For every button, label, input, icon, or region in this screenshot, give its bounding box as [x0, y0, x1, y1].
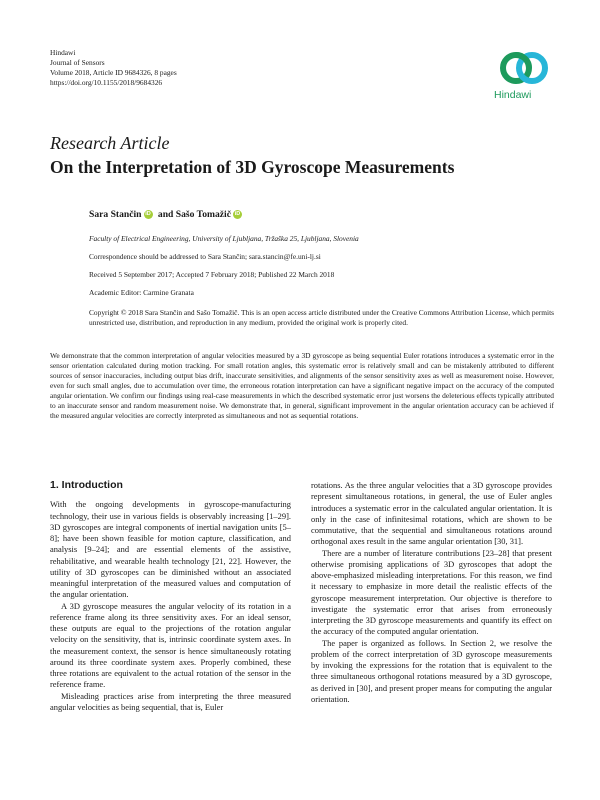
author-name[interactable]: Sašo Tomažič — [175, 209, 231, 220]
orcid-icon[interactable]: iD — [234, 211, 241, 218]
right-column — [311, 480, 552, 705]
doi-link[interactable]: https://doi.org/10.1155/2018/9684326 — [50, 78, 163, 87]
paragraph: rotations. As the three angular velocities that a 3D gyroscope provides represent simultaneous rotations, in general, the use of Euler angles introduces a systematic error in the calculated angular orientation. It is only in the case of infinitesimal rotations, which are shown to be commutative, that the sequential and simultaneous rotations around orthogonal axes result in the same angular orientation [30, 31]. — [311, 480, 552, 547]
copyright-notice: Copyright © 2018 Sara Stančin and Sašo Tomažič. This is an open access article distributed under the Creative Commons Attribution License, which permits unrestricted use, distribution, and reproduction in any medium, provided the original work is properly cited. — [89, 308, 555, 327]
paragraph: The paper is organized as follows. In Section 2, we resolve the problem of the correct interpretation of 3D gyroscope measurements by invoking the expressions for the rotation that is equivalent to the three simultaneous orthogonal rotations measured by a 3D gyroscope, as derived in [30], and present proper means for computing the angular orientation. — [311, 637, 552, 704]
author-line — [89, 209, 245, 220]
hindawi-logo — [494, 48, 554, 101]
logo-text: Hindawi — [494, 89, 532, 101]
section-heading: 1. Introduction — [50, 479, 123, 491]
journal-name: Journal of Sensors — [50, 58, 105, 67]
paragraph: A 3D gyroscope measures the angular velocity of its rotation in a reference frame along its three sensitivity axes. For an ideal sensor, these outputs are equal to the projections of the rotation angular velocity on the sensitivity, that is, intrinsic coordinate system axes. In the measurement context, the sensor is hence simultaneously rotating around its three coordinate system axes. Properly combined, these three rotations are equivalent to the actual rotation of the sensor in the reference frame. — [50, 600, 291, 690]
paragraph: There are a number of literature contributions [23–28] that present otherwise promising applications of 3D gyroscopes that adopt the above-emphasized misleading interpretations. For this reason, we find it necessary to emphasize in more detail the realistic effects of the gyroscope measurement interpretation. Our objective is therefore to investigate the systematic error that arises from erroneously interpreting the 3D gyroscope measurements and quantify its effect on the accuracy of the computed angular orientation. — [311, 547, 552, 637]
paper-title: On the Interpretation of 3D Gyroscope Measurements — [50, 157, 455, 177]
paragraph: Misleading practices arise from interpreting the three measured angular velocities as being sequential, that is, Euler — [50, 690, 291, 712]
abstract: We demonstrate that the common interpretation of angular velocities measured by a 3D gyroscope as being sequential Euler rotations introduces a systematic error in the sensor orientation calculated during motion tracking. For small rotation angles, this systematic error is relatively small and can be mistakenly attributed to different sources of sensor inaccuracies, including output bias drift, inaccurate sensitivities, and alignments of the sensor sensitivity axes as well as measurement noise. However, even for such small angles, due to accumulation over time, the erroneous rotation interpretation can have a significant negative impact on the accuracy of the computed angular orientation. We confirm our findings using real-case measurements in which the described systematic error just worsens the deleterious effects typically attributed to an inaccurate sensor and random measurement noise. We demonstrate that, in general, significant improvement in the angular orientation accuracy can be achieved if the measured angular velocities are correctly interpreted as simultaneous and not as sequential rotations. — [50, 351, 554, 421]
academic-editor: Academic Editor: Carmine Granata — [89, 288, 194, 297]
author-conjunction: and — [157, 209, 174, 220]
article-type: Research Article — [50, 133, 170, 153]
paragraph: With the ongoing developments in gyroscope-manufacturing technology, their use in various fields is observably increasing [1–29]. 3D gyroscopes are integral components of inertial navigation units [5–8]; have been shown feasible for motion capture, classification, and analysis [9–24]; and are essential elements of the assistive, rehabilitative, and wearable health technology [21, 22]. However, the utility of 3D gyroscopes can be diminished without an associated meaningful interpretation of the measured values and computation of the angular orientation. — [50, 499, 291, 600]
hindawi-rings-icon — [498, 48, 550, 88]
orcid-icon[interactable]: iD — [145, 211, 151, 218]
affiliation: Faculty of Electrical Engineering, University of Ljubljana, Tržaška 25, Ljubljana, Slovenia — [89, 234, 359, 243]
publisher-name: Hindawi — [50, 48, 76, 57]
journal-info — [50, 48, 177, 88]
publication-dates: Received 5 September 2017; Accepted 7 February 2018; Published 22 March 2018 — [89, 270, 335, 279]
author-name[interactable]: Sara Stančin — [89, 209, 142, 220]
correspondence: Correspondence should be addressed to Sara Stančin; sara.stancin@fe.uni-lj.si — [89, 252, 321, 261]
left-column — [50, 480, 291, 713]
volume-line: Volume 2018, Article ID 9684326, 8 pages — [50, 68, 177, 77]
